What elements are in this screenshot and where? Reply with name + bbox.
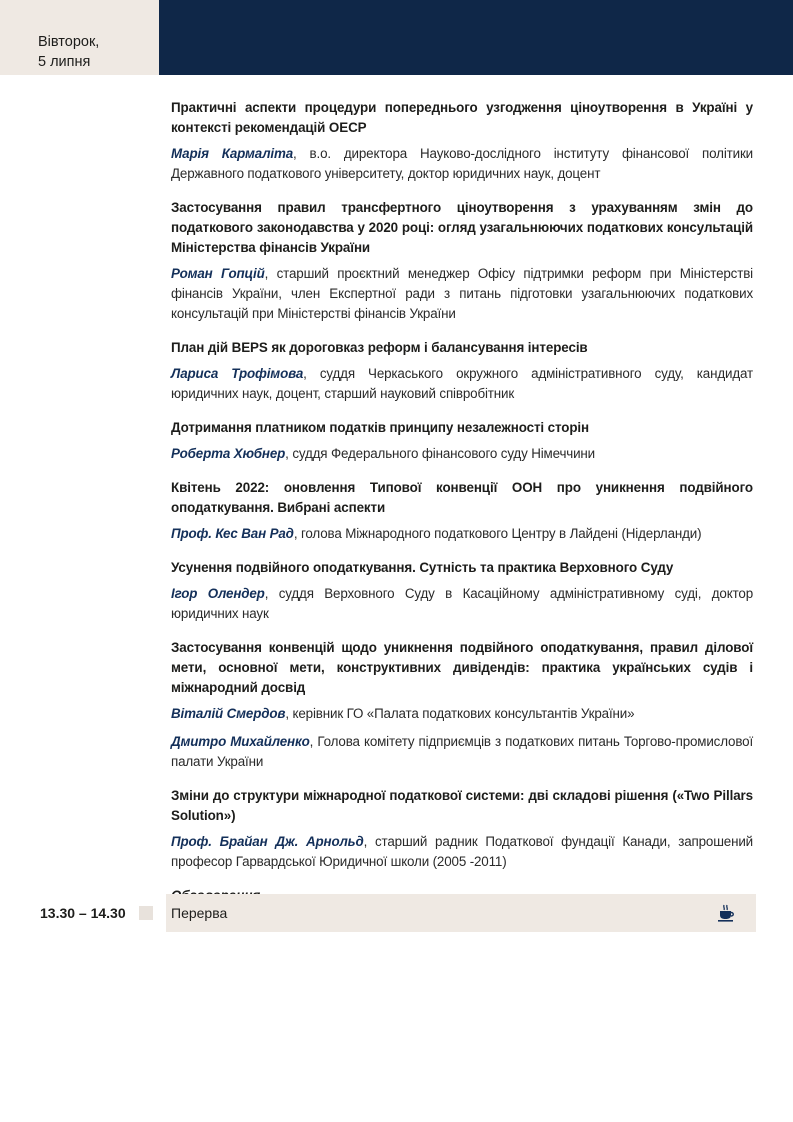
speaker-name: Проф. Брайан Дж. Арнольд <box>171 834 364 849</box>
speaker-description: , старший радник Податкової фундації Канади, запрошений професор Гарвардської Юридичної школи (2005 -2011) <box>171 834 754 869</box>
speaker-line <box>171 364 753 404</box>
talk-title: План дій BEPS як дороговказ реформ і балансування інтересів <box>171 340 588 355</box>
talk-title: Практичні аспекти процедури попереднього узгодження ціноутворення в Україні у контексті рекомендацій ОЕСР <box>171 100 753 135</box>
talk-title: Застосування конвенцій щодо уникнення подвійного оподаткування, правил ділової мети, основної мети, конструктивних дивідендів: практика українських судів і міжнародний досвід <box>171 640 753 695</box>
date-label: 5 липня <box>38 54 91 70</box>
speaker-description: , керівник ГО «Палата податкових консультантів України» <box>285 706 635 721</box>
coffee-cup-icon <box>716 903 736 923</box>
day-label: Вівторок, <box>38 34 100 50</box>
break-row <box>0 894 793 932</box>
speaker-line <box>171 444 753 464</box>
talk-title: Застосування правил трансфертного ціноутворення з урахуванням змін до податкового законодавства у 2020 році: огляд узагальнюючих податкових консультацій Міністерства фінансів України <box>171 200 753 255</box>
speaker-name: Дмитро Михайленко <box>171 734 310 749</box>
speaker-description: , суддя Черкаського окружного адміністративного суду, кандидат юридичних наук, доцент, старший науковий співробітник <box>171 366 753 401</box>
speaker-line <box>171 832 753 872</box>
speaker-name: Ігор Олендер <box>171 586 265 601</box>
talk-item <box>171 338 753 404</box>
speaker-description: , голова Міжнародного податкового Центру в Лайдені (Нідерланди) <box>293 526 702 541</box>
program-content <box>171 98 753 906</box>
speaker-line <box>171 524 753 544</box>
talk-title: Дотримання платником податків принципу незалежності сторін <box>171 420 590 435</box>
speaker-line <box>171 584 753 624</box>
talk-item <box>171 558 753 624</box>
speaker-name: Проф. Кес Ван Рад <box>171 526 294 541</box>
talk-item <box>171 198 753 324</box>
speaker-name: Лариса Трофімова <box>171 366 304 381</box>
speaker-name: Роман Гопцій <box>171 266 265 281</box>
date-box <box>0 0 159 75</box>
talk-item <box>171 478 753 544</box>
talk-item <box>171 98 753 184</box>
talk-title: Зміни до структури міжнародної податкової системи: дві складові рішення («Two Pillars Solution») <box>171 788 753 823</box>
talk-title: Усунення подвійного оподаткування. Сутність та практика Верховного Суду <box>171 560 674 575</box>
header-bar <box>159 0 793 75</box>
break-label: Перерва <box>171 905 228 921</box>
speaker-description: , старший проєктний менеджер Офісу підтримки реформ при Міністерстві фінансів України, член Експертної ради з питань підготовки узагальнюючих податкових консультацій при Міністерстві фінансів України <box>171 266 753 321</box>
speaker-description: , суддя Федерального фінансового суду Німеччини <box>285 446 596 461</box>
speaker-name: Віталій Смердов <box>171 706 286 721</box>
speaker-description: , суддя Верховного Суду в Касаційному адміністративному суді, доктор юридичних наук <box>171 586 753 621</box>
talk-item <box>171 418 753 464</box>
speaker-line <box>171 144 753 184</box>
speaker-line <box>171 732 753 772</box>
speaker-name: Марія Кармаліта <box>171 146 294 161</box>
speaker-line <box>171 264 753 324</box>
talk-item <box>171 638 753 772</box>
speaker-line <box>171 704 753 724</box>
speaker-name: Роберта Хюбнер <box>171 446 286 461</box>
break-marker <box>139 906 153 920</box>
speaker-description: , в.о. директора Науково-дослідного інституту фінансової політики Державного податкового університету, доктор юридичних наук, доцент <box>171 146 753 181</box>
break-time: 13.30 – 14.30 <box>40 905 126 921</box>
talk-title: Квітень 2022: оновлення Типової конвенції ООН про уникнення подвійного оподаткування. Вибрані аспекти <box>171 480 753 515</box>
talk-list <box>171 98 753 872</box>
talk-item <box>171 786 753 872</box>
speaker-description: , Голова комітету підприємців з податкових питань Торгово-промислової палати України <box>171 734 754 769</box>
break-bar <box>166 894 756 932</box>
